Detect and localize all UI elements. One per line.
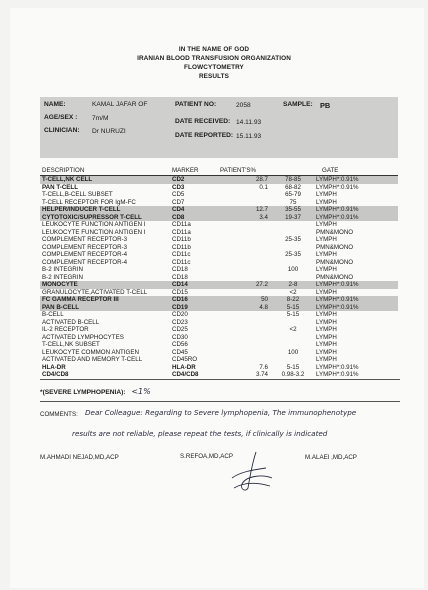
lymphopenia-label: *(SEVERE LYMPHOPENIA): [40, 389, 126, 396]
cell-reference-range: 5-15 [286, 303, 300, 311]
patient-info-box [40, 97, 398, 158]
lymphopenia-line [40, 387, 151, 396]
cell-marker: CD3 [172, 183, 185, 191]
cell-gate: PMN&MONO [316, 243, 354, 251]
cell-marker: CD56 [172, 341, 188, 348]
header-line-2: IRANIAN BLOOD TRANSFUSION ORGANIZATION [137, 55, 291, 62]
cell-description: LEUKOCYTE FUNCTION ANTIGEN I [42, 221, 146, 228]
cell-marker: CD23 [172, 318, 188, 326]
table-row [40, 349, 398, 357]
date-received-value: 14.11.93 [236, 119, 262, 126]
report-header [0, 45, 428, 81]
table-row [40, 281, 398, 289]
cell-marker: CD14 [172, 281, 188, 288]
cell-marker: CD18 [172, 273, 188, 281]
cell-gate: PMN&MONO [316, 273, 354, 281]
cell-description: B-2 INTEGRIN [42, 266, 83, 273]
cell-gate: LYMPH*:0.91% [316, 363, 359, 371]
cell-gate: PMN&MONO [316, 258, 354, 266]
cell-marker: CD11c [172, 251, 191, 258]
cell-patient-percent: 7.6 [259, 363, 268, 371]
cell-description: ACTIVATED LYMPHOCYTES [42, 333, 124, 341]
clinician-label: CLINICIAN: [44, 127, 80, 134]
cell-description: ACTIVATED AND MEMORY T-CELL [42, 356, 143, 363]
table-row [40, 259, 398, 267]
patient-no-value: 2058 [236, 102, 251, 109]
cell-patient-percent: 4.8 [259, 303, 268, 311]
name-value: KAMAL JAFAR OF [92, 101, 148, 108]
cell-reference-range: 25-35 [285, 236, 301, 243]
cell-marker: CD8 [172, 213, 185, 221]
cell-reference-range: 100 [287, 266, 299, 273]
header-description: DESCRIPTION [42, 167, 85, 174]
cell-description: B-CELL [42, 311, 64, 318]
cell-marker: CD20 [172, 311, 188, 318]
results-table [40, 166, 398, 379]
cell-description: GRANULOCYTE,ACTIVATED T-CELL [42, 288, 148, 296]
cell-gate: LYMPH*:0.91% [316, 206, 359, 213]
table-row [40, 199, 398, 207]
table-row [40, 274, 398, 282]
cell-reference-range: 2-8 [288, 281, 298, 288]
cell-gate: LYMPH [316, 221, 337, 228]
cell-description: T-CELL,NK SUBSET [42, 341, 100, 348]
cell-description: ACTIVATED B-CELL [42, 318, 100, 326]
table-row [40, 229, 398, 237]
cell-marker: CD15 [172, 288, 188, 296]
cell-gate: LYMPH*:0.91% [316, 213, 359, 221]
comments-label: COMMENTS: [40, 411, 78, 418]
cell-description: T-CELL,B-CELL SUBSET [42, 191, 113, 198]
cell-gate: LYMPH*:0.91% [316, 296, 359, 303]
cell-reference-range: <2 [289, 288, 297, 296]
clinician-value: Dr NURUZI [92, 128, 126, 135]
cell-reference-range: 35-55 [285, 206, 301, 213]
cell-description: COMPLEMENT RECEPTOR-4 [42, 251, 128, 258]
table-row [40, 221, 398, 229]
cell-gate: LYMPH [316, 251, 337, 258]
signature-right: M.ALAEI ,MD,ACP [305, 454, 357, 461]
cell-reference-range: 8-22 [286, 296, 300, 303]
cell-marker: CD4 [172, 206, 185, 213]
table-row [40, 236, 398, 244]
cell-gate: LYMPH [316, 356, 337, 363]
cell-description: FC GAMMA RECEPTOR III [42, 296, 119, 303]
date-reported-label: DATE REPORTED: [175, 132, 234, 139]
cell-marker: CD45 [172, 348, 188, 356]
cell-marker: CD11a [172, 228, 191, 236]
cell-description: PAN T-CELL [42, 183, 78, 191]
cell-patient-percent: 12.7 [255, 206, 268, 213]
cell-gate: LYMPH [316, 348, 337, 356]
signature-middle: S.REFOA,MD,ACP [180, 453, 233, 460]
cell-reference-range: 5-15 [286, 311, 300, 318]
table-row [40, 251, 398, 259]
sample-label: SAMPLE: [283, 101, 313, 108]
cell-marker: CD45RO [172, 356, 198, 363]
table-row [40, 334, 398, 342]
cell-gate: PMN&MONO [316, 228, 354, 236]
table-row [40, 304, 398, 312]
cell-reference-range: 75 [289, 198, 297, 206]
table-row [40, 289, 398, 297]
signature-left: M.AHMADI NEJAD,MD,ACP [40, 454, 119, 461]
cell-reference-range: 78-85 [285, 176, 301, 183]
header-gate: GATE [322, 167, 339, 174]
table-row [40, 176, 398, 184]
cell-description: HELPER/INDUCER T-CELL [42, 206, 121, 213]
cell-gate: LYMPH*:0.91% [316, 176, 359, 183]
table-row [40, 214, 398, 222]
cell-gate: LYMPH [316, 333, 337, 341]
cell-marker: CD11b [172, 243, 191, 251]
cell-description: COMPLEMENT RECEPTOR-3 [42, 236, 128, 243]
header-patient-percent: PATIENT'S% [220, 167, 257, 174]
table-row [40, 364, 398, 372]
table-bottom-divider [40, 379, 400, 380]
cell-patient-percent: 27.2 [255, 281, 268, 288]
cell-reference-range: 100 [287, 348, 299, 356]
comments-divider [40, 401, 400, 402]
cell-reference-range: 25-35 [285, 251, 301, 258]
table-row [40, 191, 398, 199]
sample-value: PB [320, 101, 331, 110]
comment-line-1: Dear Colleague: Regarding to Severe lymphopenia, The immunophenotype [85, 408, 357, 417]
header-line-3: FLOWCYTOMETRY [184, 64, 244, 71]
cell-gate: LYMPH [316, 341, 337, 348]
header-marker: MARKER [172, 167, 199, 174]
cell-description: LEUKOCYTE FUNCTION ANTIGEN I [42, 228, 146, 236]
cell-gate: LYMPH*:0.91% [316, 281, 359, 288]
comment-line-2: results are not reliable, please repeat the tests, if clinically is indicated [72, 429, 328, 438]
cell-gate: LYMPH [316, 318, 337, 326]
table-header [40, 166, 398, 176]
table-body [40, 176, 398, 379]
cell-description: MONOCYTE [42, 281, 78, 288]
table-row [40, 319, 398, 327]
cell-gate: LYMPH [316, 198, 337, 206]
header-line-4: RESULTS [198, 73, 230, 80]
cell-gate: LYMPH [316, 191, 337, 198]
cell-patient-percent: 3.74 [255, 371, 268, 378]
table-row [40, 266, 398, 274]
cell-patient-percent: 0.1 [259, 183, 268, 191]
cell-marker: CD5 [172, 191, 185, 198]
table-row [40, 206, 398, 214]
cell-gate: LYMPH [316, 326, 337, 333]
cell-description: CD4/CD8 [42, 371, 69, 378]
cell-marker: CD11a [172, 221, 191, 228]
cell-gate: LYMPH*:0.91% [316, 183, 359, 191]
cell-description: PAN B-CELL [42, 303, 80, 311]
cell-gate: LYMPH [316, 266, 337, 273]
date-reported-value: 15.11.93 [236, 133, 262, 140]
cell-marker: CD30 [172, 333, 188, 341]
cell-marker: CD11c [172, 258, 191, 266]
table-row [40, 341, 398, 349]
cell-description: T-CELL,NK CELL [42, 176, 93, 183]
cell-reference-range: 65-79 [285, 191, 301, 198]
cell-description: COMPLEMENT RECEPTOR-3 [42, 243, 128, 251]
cell-gate: LYMPH [316, 311, 337, 318]
cell-description: HLA-DR [42, 363, 66, 371]
header-line-1: IN THE NAME OF GOD [178, 46, 250, 53]
cell-reference-range: <2 [289, 326, 297, 333]
name-label: NAME: [44, 101, 66, 108]
cell-gate: LYMPH*:0.91% [316, 371, 359, 378]
table-row [40, 326, 398, 334]
cell-description: LEUKOCYTE COMMON ANTIGEN [42, 348, 139, 356]
cell-marker: CD25 [172, 326, 188, 333]
cell-description: B-2 INTEGRIN [42, 273, 83, 281]
table-row [40, 356, 398, 364]
cell-gate: LYMPH [316, 288, 337, 296]
cell-reference-range: 68-82 [285, 183, 301, 191]
lymphopenia-value: <1% [131, 387, 151, 396]
cell-description: CYTOTOXIC/SUPRESSOR T-CELL [42, 213, 142, 221]
date-received-label: DATE RECEIVED: [175, 118, 231, 125]
cell-description: T-CELL RECEPTOR FOR IgM-FC [42, 198, 136, 206]
cell-marker: CD2 [172, 176, 185, 183]
cell-marker: HLA-DR [172, 363, 196, 371]
cell-gate: LYMPH [316, 236, 337, 243]
age-sex-value: 7m/M [92, 115, 109, 122]
cell-reference-range: 5-15 [286, 363, 300, 371]
cell-gate: LYMPH*:0.91% [316, 303, 359, 311]
cell-marker: CD18 [172, 266, 188, 273]
cell-marker: CD11b [172, 236, 191, 243]
cell-marker: CD19 [172, 303, 188, 311]
cell-reference-range: 19-37 [285, 213, 301, 221]
cell-marker: CD7 [172, 198, 185, 206]
cell-marker: CD16 [172, 296, 188, 303]
cell-reference-range: 0.98-3.2 [281, 371, 305, 378]
cell-patient-percent: 3.4 [259, 213, 268, 221]
cell-patient-percent: 28.7 [255, 176, 268, 183]
handwritten-signature-mark [226, 448, 278, 494]
age-sex-label: AGE/SEX : [44, 114, 78, 121]
table-row [40, 296, 398, 304]
table-row [40, 244, 398, 252]
table-row [40, 311, 398, 319]
cell-description: COMPLEMENT RECEPTOR-4 [42, 258, 128, 266]
table-row [40, 184, 398, 192]
cell-patient-percent: 50 [261, 296, 268, 303]
cell-marker: CD4/CD8 [172, 371, 199, 378]
table-row [40, 371, 398, 379]
patient-no-label: PATIENT NO: [175, 101, 217, 108]
cell-description: IL-2 RECEPTOR [42, 326, 89, 333]
